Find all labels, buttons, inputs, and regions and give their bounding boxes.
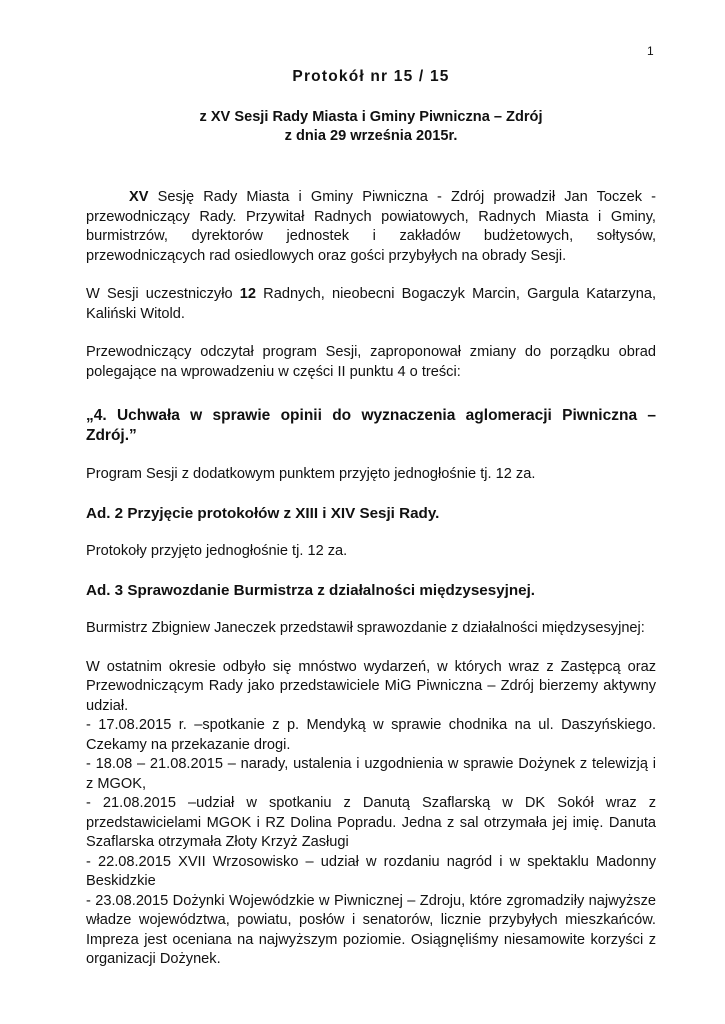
event-item: - 21.08.2015 –udział w spotkaniu z Danutą Szaflarską w DK Sokół wraz z przedstawicielami MGOK i RZ Dolina Popradu. Jedna z sal otrzymała jej imię. Danuta Szaflarska otrzymała Złoty Krzyż Zasługi	[86, 795, 656, 850]
ad3-heading: Ad. 3 Sprawozdanie Burmistrza z działalności międzysesyjnej.	[86, 581, 536, 599]
ad2-heading: Ad. 2 Przyjęcie protokołów z XIII i XIV Sesji Rady.	[86, 504, 440, 522]
document-subtitle	[86, 108, 656, 146]
attendance-paragraph	[86, 285, 656, 324]
session-number: XV	[129, 189, 149, 205]
ad3-intro: Burmistrz Zbigniew Janeczek przedstawił sprawozdanie z działalności międzysesyjnej:	[86, 620, 645, 636]
event-item: - 22.08.2015 XVII Wrzosowisko – udział w rozdaniu nagród i w spektaklu Madonny Beskidzkie	[86, 853, 656, 889]
intro-paragraph	[86, 188, 656, 266]
quoted-agenda-item: „4. Uchwała w sprawie opinii do wyznaczenia aglomeracji Piwniczna – Zdrój.”	[86, 407, 656, 444]
program-accepted: Program Sesji z dodatkowym punktem przyjęto jednogłośnie tj. 12 za.	[86, 466, 536, 482]
intro-text: Sesję Rady Miasta i Gminy Piwniczna - Zdrój prowadził Jan Toczek - przewodniczący Rady. Przywitał Radnych powiatowych, Radnych Miasta i Gminy, burmistrzów, dyrektorów jednostek i zakładów budżetowych, sołtysów, przewodniczących rad osiedlowych oraz gości przybyłych na obrady Sesji.	[86, 189, 656, 264]
program-change-paragraph: Przewodniczący odczytał program Sesji, zaproponował zmiany do porządku obrad polegające na wprowadzeniu w części II punktu 4 o treści:	[86, 344, 656, 380]
page-number: 1	[647, 44, 654, 58]
document-title: Protokół nr 15 / 15	[292, 68, 450, 85]
document-body	[86, 188, 656, 970]
ad2-text: Protokoły przyjęto jednogłośnie tj. 12 za.	[86, 543, 348, 559]
subtitle-line-2: z dnia 29 września 2015r.	[284, 128, 458, 144]
event-item: - 18.08 – 21.08.2015 – narady, ustalenia i uzgodnienia w sprawie Dożynek z telewizją i z MGOK,	[86, 756, 656, 792]
ad3-paragraph: W ostatnim okresie odbyło się mnóstwo wydarzeń, w których wraz z Zastępcą oraz Przewodniczącym Rady jako przedstawiciele MiG Piwniczna – Zdrój bierzemy aktywny udział.	[86, 658, 656, 714]
subtitle-line-1: z XV Sesji Rady Miasta i Gminy Piwniczna – Zdrój	[199, 109, 543, 125]
attendance-count: 12	[239, 286, 256, 302]
attendance-suffix: Radnych, nieobecni Bogaczyk Marcin, Gargula Katarzyna, Kaliński Witold.	[86, 286, 656, 322]
event-item: - 23.08.2015 Dożynki Wojewódzkie w Piwnicznej – Zdroju, które zgromadziły najwyższe władze województwa, powiatu, posłów i senatorów, licznie przybyłych mieszkańców. Impreza jest oceniana na najwyższym poziomie. Osiągnęliśmy niesamowite korzyści z organizacji Dożynek.	[86, 892, 656, 967]
event-item: - 17.08.2015 r. –spotkanie z p. Mendyką w sprawie chodnika na ul. Daszyńskiego. Czekamy na przekazanie drogi.	[86, 717, 656, 753]
attendance-prefix: W Sesji uczestniczyło	[86, 286, 240, 302]
